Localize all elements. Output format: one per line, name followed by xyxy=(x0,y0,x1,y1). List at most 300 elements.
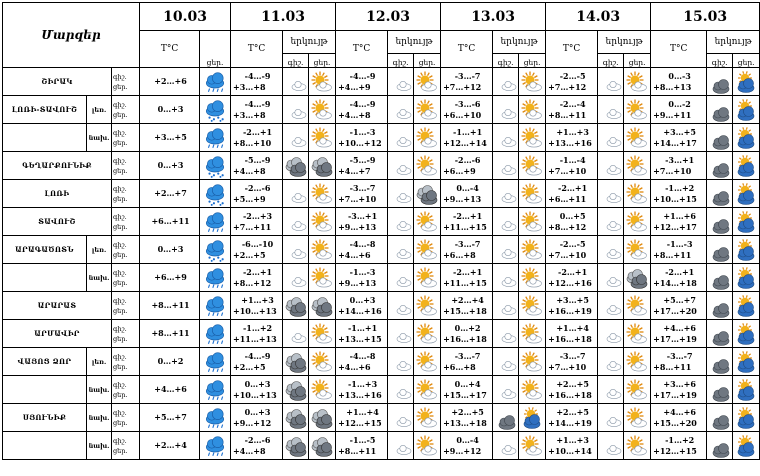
day-weather-cell xyxy=(733,96,760,124)
day-weather-cell xyxy=(519,152,546,180)
night-weather-cell xyxy=(388,152,414,180)
moon-icon xyxy=(495,295,517,317)
temp-cell xyxy=(336,236,388,264)
table-row xyxy=(3,264,760,292)
day-temp: +14…+19 xyxy=(548,417,592,428)
night-temp: -4…-9 xyxy=(244,350,271,361)
night-temp: +4…+6 xyxy=(663,322,696,333)
sun-icon xyxy=(416,323,438,345)
night-weather-cell xyxy=(598,292,624,320)
day-label: ցեր. xyxy=(113,250,128,259)
region-name: ԼՈՌԻ-ՏԱՎՈՒՇ xyxy=(3,96,87,124)
night-weather-cell xyxy=(283,152,309,180)
day-weather-cell xyxy=(309,264,336,292)
night-weather-cell xyxy=(707,152,733,180)
temp-header: T°C xyxy=(441,31,493,68)
day-weather-cell xyxy=(733,348,760,376)
night-temp: -3…-7 xyxy=(559,350,586,361)
mooncloud-icon xyxy=(709,71,731,93)
moon-icon xyxy=(495,211,517,233)
night-weather-cell xyxy=(493,432,519,460)
moon-icon xyxy=(285,211,307,233)
temp-cell xyxy=(231,348,283,376)
moon-icon xyxy=(390,183,412,205)
night-label: գիշ. xyxy=(113,380,127,389)
temp-cell xyxy=(546,348,598,376)
suncloud-icon xyxy=(735,239,757,261)
sub-region-label: լեռ. xyxy=(87,236,112,264)
day-weather-cell xyxy=(624,404,651,432)
weather-cell xyxy=(200,348,231,376)
night-temp: -2…+1 xyxy=(242,126,273,137)
day-temp: +3…+5 xyxy=(154,132,187,142)
cloud-icon xyxy=(285,435,307,457)
night-temp: -3…-7 xyxy=(454,350,481,361)
sun-icon xyxy=(416,155,438,177)
day-temp: +4…+7 xyxy=(338,165,371,176)
night-weather-cell xyxy=(598,404,624,432)
temp-header: T°C xyxy=(336,31,388,68)
temp-cell xyxy=(140,348,200,376)
sun-icon xyxy=(416,435,438,457)
weather-cell xyxy=(200,124,231,152)
sun-icon xyxy=(311,379,333,401)
rain-icon xyxy=(203,70,227,94)
day-temp: +4…+8 xyxy=(233,445,266,456)
day-temp: +9…+13 xyxy=(443,193,482,204)
weather-header xyxy=(200,31,231,54)
day-temp: +8…+11 xyxy=(653,361,692,372)
cloud-icon xyxy=(285,295,307,317)
region-name xyxy=(3,124,87,152)
date-header: 13.03 xyxy=(441,3,546,31)
night-temp: 0…+4 xyxy=(454,378,481,389)
day-header: ցեր. xyxy=(519,54,546,68)
night-weather-cell xyxy=(707,180,733,208)
night-label: գիշ. xyxy=(113,324,127,333)
sun-icon xyxy=(311,183,333,205)
night-temp: -2…+1 xyxy=(558,266,588,277)
moon-icon xyxy=(285,267,307,289)
temp-cell xyxy=(441,152,493,180)
moon-icon xyxy=(495,155,517,177)
sun-icon xyxy=(626,379,648,401)
temp-cell xyxy=(651,264,707,292)
temp-cell xyxy=(546,264,598,292)
night-label: գիշ. xyxy=(113,184,127,193)
day-weather-cell xyxy=(733,432,760,460)
night-temp: +1…+3 xyxy=(556,434,589,445)
moon-icon xyxy=(495,323,517,345)
night-temp: 0…+2 xyxy=(157,356,184,366)
day-temp: +8…+11 xyxy=(338,445,377,456)
mooncloud-icon xyxy=(709,183,731,205)
sun-icon xyxy=(416,351,438,373)
night-weather-cell xyxy=(598,180,624,208)
cloud-icon xyxy=(311,407,333,429)
day-weather-cell xyxy=(414,68,441,96)
night-temp: -4…-8 xyxy=(349,238,376,249)
night-weather-cell xyxy=(598,68,624,96)
moon-icon xyxy=(495,183,517,205)
phenomena-header: երկույթ xyxy=(283,31,336,54)
phenomena-header: երկույթ xyxy=(707,31,760,54)
night-temp: -1…-3 xyxy=(349,266,376,277)
day-temp: +7…+10 xyxy=(338,193,377,204)
night-temp: +2…+5 xyxy=(451,406,484,417)
night-temp: -1…-5 xyxy=(349,434,376,445)
night-temp: -3…-7 xyxy=(666,350,693,361)
day-temp: +7…+11 xyxy=(233,221,272,232)
night-weather-cell xyxy=(598,124,624,152)
temp-cell xyxy=(336,320,388,348)
mooncloud-icon xyxy=(709,127,731,149)
night-weather-cell xyxy=(493,236,519,264)
night-temp: 0…+3 xyxy=(244,378,271,389)
day-temp: +2…+4 xyxy=(154,440,187,450)
sun-icon xyxy=(521,211,543,233)
night-temp: -1…-4 xyxy=(559,154,586,165)
sub-region-label: նախ. xyxy=(87,124,112,152)
day-temp: +9…+11 xyxy=(653,109,692,120)
sun-icon xyxy=(521,267,543,289)
mooncloud-icon xyxy=(709,407,731,429)
day-weather-cell xyxy=(624,152,651,180)
suncloud-icon xyxy=(735,155,757,177)
temp-cell xyxy=(140,292,200,320)
day-weather-cell xyxy=(624,180,651,208)
day-temp: +10…+13 xyxy=(233,389,277,400)
day-temp: +9…+12 xyxy=(233,417,272,428)
sun-icon xyxy=(626,323,648,345)
sun-icon xyxy=(626,239,648,261)
day-weather-cell xyxy=(733,236,760,264)
night-temp: -1…-3 xyxy=(349,126,376,137)
day-label: ցեր. xyxy=(113,82,128,91)
day-temp: +3…+8 xyxy=(233,81,266,92)
date-header: 15.03 xyxy=(651,3,760,31)
cloud-icon xyxy=(285,379,307,401)
sun-icon xyxy=(626,155,648,177)
night-temp: -2…+1 xyxy=(453,210,483,221)
night-weather-cell xyxy=(283,320,309,348)
sun-icon xyxy=(311,71,333,93)
temp-cell xyxy=(231,152,283,180)
night-temp: -2…-5 xyxy=(559,238,586,249)
moon-icon xyxy=(600,351,622,373)
night-temp: 0…+3 xyxy=(244,406,271,417)
day-weather-cell xyxy=(519,376,546,404)
sun-icon xyxy=(416,99,438,121)
night-weather-cell xyxy=(707,236,733,264)
night-weather-cell xyxy=(283,68,309,96)
day-temp: +6…+11 xyxy=(151,216,190,226)
moon-icon xyxy=(600,239,622,261)
period-labels xyxy=(112,376,140,404)
moon-icon xyxy=(600,127,622,149)
night-temp: 0…-2 xyxy=(668,98,691,109)
temp-cell xyxy=(651,404,707,432)
night-label: գիշ. xyxy=(113,352,127,361)
sun-icon xyxy=(626,407,648,429)
day-weather-cell xyxy=(733,68,760,96)
sun-icon xyxy=(626,211,648,233)
temp-cell xyxy=(546,152,598,180)
cloud-icon xyxy=(416,183,438,205)
temp-cell xyxy=(441,376,493,404)
sun-icon xyxy=(521,379,543,401)
day-temp: +10…+12 xyxy=(338,137,382,148)
suncloud-icon xyxy=(735,407,757,429)
day-temp: +6…+10 xyxy=(443,109,482,120)
night-weather-cell xyxy=(493,348,519,376)
temp-cell xyxy=(546,236,598,264)
snow-icon xyxy=(203,238,227,262)
temp-cell xyxy=(231,236,283,264)
night-weather-cell xyxy=(493,320,519,348)
night-temp: -1…+1 xyxy=(453,126,483,137)
day-temp: +14…+18 xyxy=(653,277,697,288)
night-weather-cell xyxy=(388,348,414,376)
day-header: ցեր. xyxy=(309,54,336,68)
suncloud-icon xyxy=(735,267,757,289)
rain-icon xyxy=(203,378,227,402)
suncloud-icon xyxy=(735,183,757,205)
region-name: ՎԱՅՈՑ ՁՈՐ xyxy=(3,348,87,376)
night-weather-cell xyxy=(283,376,309,404)
day-temp: +11…+15 xyxy=(443,277,487,288)
night-weather-cell xyxy=(707,320,733,348)
day-weather-cell xyxy=(519,292,546,320)
day-weather-cell xyxy=(414,96,441,124)
night-temp: +3…+5 xyxy=(556,294,589,305)
day-temp: +13…+15 xyxy=(338,333,382,344)
sub-region-label: նախ. xyxy=(87,432,112,460)
day-weather-cell xyxy=(519,432,546,460)
period-labels xyxy=(112,180,140,208)
night-weather-cell xyxy=(598,320,624,348)
temp-cell xyxy=(336,376,388,404)
weather-cell xyxy=(200,68,231,96)
night-temp: -3…-7 xyxy=(454,70,481,81)
sun-icon xyxy=(416,71,438,93)
day-weather-cell xyxy=(624,348,651,376)
weather-cell xyxy=(200,152,231,180)
moon-icon xyxy=(495,239,517,261)
day-temp: +4…+9 xyxy=(338,81,371,92)
day-temp: +2…+7 xyxy=(154,188,187,198)
sun-icon xyxy=(311,351,333,373)
table-row xyxy=(3,68,760,96)
day-weather-cell xyxy=(309,208,336,236)
table-row xyxy=(3,404,760,432)
phenomena-header: երկույթ xyxy=(388,31,441,54)
night-label: գիշ. xyxy=(113,72,127,81)
weather-cell xyxy=(200,264,231,292)
temp-cell xyxy=(140,124,200,152)
day-weather-cell xyxy=(519,348,546,376)
temp-cell xyxy=(651,292,707,320)
temp-cell xyxy=(336,180,388,208)
night-temp: +3…+6 xyxy=(663,378,696,389)
moon-icon xyxy=(600,407,622,429)
temp-header: T°C xyxy=(546,31,598,68)
night-weather-cell xyxy=(707,404,733,432)
night-weather-cell xyxy=(283,96,309,124)
day-weather-cell xyxy=(624,208,651,236)
day-weather-cell xyxy=(624,68,651,96)
temp-cell xyxy=(231,376,283,404)
day-weather-cell xyxy=(309,348,336,376)
table-row xyxy=(3,152,760,180)
moon-icon xyxy=(600,183,622,205)
night-temp: -3…+1 xyxy=(665,154,695,165)
table-row xyxy=(3,348,760,376)
day-temp: +7…+10 xyxy=(548,249,587,260)
temp-cell xyxy=(546,68,598,96)
day-temp: +7…+12 xyxy=(548,81,587,92)
night-weather-cell xyxy=(493,152,519,180)
cloud-icon xyxy=(311,295,333,317)
night-temp: +2…+5 xyxy=(556,378,589,389)
temp-cell xyxy=(336,96,388,124)
moon-icon xyxy=(390,379,412,401)
day-weather-cell xyxy=(519,264,546,292)
night-weather-cell xyxy=(707,432,733,460)
sun-icon xyxy=(521,99,543,121)
night-label: գիշ. xyxy=(113,100,127,109)
moon-icon xyxy=(495,351,517,373)
date-header: 10.03 xyxy=(140,3,231,31)
day-label: ցեր. xyxy=(113,110,128,119)
temp-cell xyxy=(546,180,598,208)
day-weather-cell xyxy=(733,264,760,292)
temp-cell xyxy=(140,68,200,96)
suncloud-icon xyxy=(735,211,757,233)
suncloud-icon xyxy=(735,295,757,317)
temp-cell xyxy=(441,236,493,264)
night-weather-cell xyxy=(707,376,733,404)
sun-icon xyxy=(521,295,543,317)
day-weather-cell xyxy=(309,432,336,460)
period-labels xyxy=(112,68,140,96)
moon-icon xyxy=(600,323,622,345)
day-weather-cell xyxy=(624,236,651,264)
temp-cell xyxy=(651,208,707,236)
day-label: ցեր. xyxy=(113,278,128,287)
day-temp: +12…+16 xyxy=(548,277,592,288)
mooncloud-icon xyxy=(709,323,731,345)
night-weather-cell xyxy=(598,152,624,180)
night-temp: -2…-6 xyxy=(244,182,271,193)
day-weather-cell xyxy=(414,292,441,320)
day-temp: +4…+6 xyxy=(338,249,371,260)
suncloud-icon xyxy=(735,99,757,121)
temp-cell xyxy=(546,96,598,124)
night-temp: -3…-7 xyxy=(349,182,376,193)
period-labels xyxy=(112,292,140,320)
day-weather-cell xyxy=(309,320,336,348)
night-weather-cell xyxy=(388,320,414,348)
day-label: ցեր. xyxy=(113,362,128,371)
night-temp: -1…-3 xyxy=(666,238,693,249)
temp-cell xyxy=(441,180,493,208)
moon-icon xyxy=(390,267,412,289)
moon-icon xyxy=(285,71,307,93)
night-weather-cell xyxy=(388,264,414,292)
day-weather-cell xyxy=(733,292,760,320)
night-temp: -4…-9 xyxy=(349,98,376,109)
day-temp: +8…+11 xyxy=(548,109,587,120)
night-label: գիշ. xyxy=(113,436,127,445)
day-temp: +3…+8 xyxy=(233,109,266,120)
day-temp: +16…+18 xyxy=(548,333,592,344)
night-temp: 0…+5 xyxy=(559,210,586,221)
period-labels xyxy=(112,152,140,180)
day-header: ցեր. xyxy=(414,54,441,68)
region-name xyxy=(3,376,87,404)
night-weather-cell xyxy=(388,124,414,152)
weather-cell xyxy=(200,432,231,460)
temp-cell xyxy=(336,404,388,432)
moon-icon xyxy=(495,435,517,457)
day-temp: +15…+20 xyxy=(653,417,697,428)
day-weather-cell xyxy=(519,124,546,152)
night-temp: -2…+1 xyxy=(665,266,695,277)
cloud-icon xyxy=(285,351,307,373)
temp-cell xyxy=(336,264,388,292)
temp-cell xyxy=(546,376,598,404)
night-temp: -2…-4 xyxy=(559,98,586,109)
day-weather-cell xyxy=(624,96,651,124)
temp-header: T°C xyxy=(140,31,200,68)
period-labels xyxy=(112,208,140,236)
moon-icon xyxy=(600,99,622,121)
temp-cell xyxy=(231,180,283,208)
sun-icon xyxy=(311,267,333,289)
sun-icon xyxy=(521,351,543,373)
region-name: ԱՐՄԱՎԻՐ xyxy=(3,320,112,348)
night-temp: 0…+3 xyxy=(157,104,184,114)
day-weather-cell xyxy=(309,376,336,404)
temp-cell xyxy=(651,152,707,180)
suncloud-icon xyxy=(735,435,757,457)
day-label: ցեր. xyxy=(113,306,128,315)
day-weather-cell xyxy=(414,180,441,208)
sun-icon xyxy=(311,211,333,233)
day-temp: +7…+10 xyxy=(548,361,587,372)
day-temp: +8…+11 xyxy=(653,249,692,260)
night-weather-cell xyxy=(388,96,414,124)
day-temp: +9…+13 xyxy=(338,277,377,288)
night-temp: -6…-10 xyxy=(241,238,274,249)
sub-region-label: նախ. xyxy=(87,404,112,432)
temp-cell xyxy=(441,292,493,320)
sun-icon xyxy=(521,183,543,205)
sun-icon xyxy=(626,435,648,457)
day-temp: +6…+8 xyxy=(443,361,476,372)
mooncloud-icon xyxy=(709,211,731,233)
temp-cell xyxy=(231,96,283,124)
forecast-body xyxy=(3,68,760,460)
day-weather-cell xyxy=(414,376,441,404)
temp-cell xyxy=(336,152,388,180)
night-weather-cell xyxy=(283,432,309,460)
date-header: 11.03 xyxy=(231,3,336,31)
sub-region-label: նախ. xyxy=(87,264,112,292)
day-temp: +16…+18 xyxy=(443,333,487,344)
temp-cell xyxy=(441,124,493,152)
